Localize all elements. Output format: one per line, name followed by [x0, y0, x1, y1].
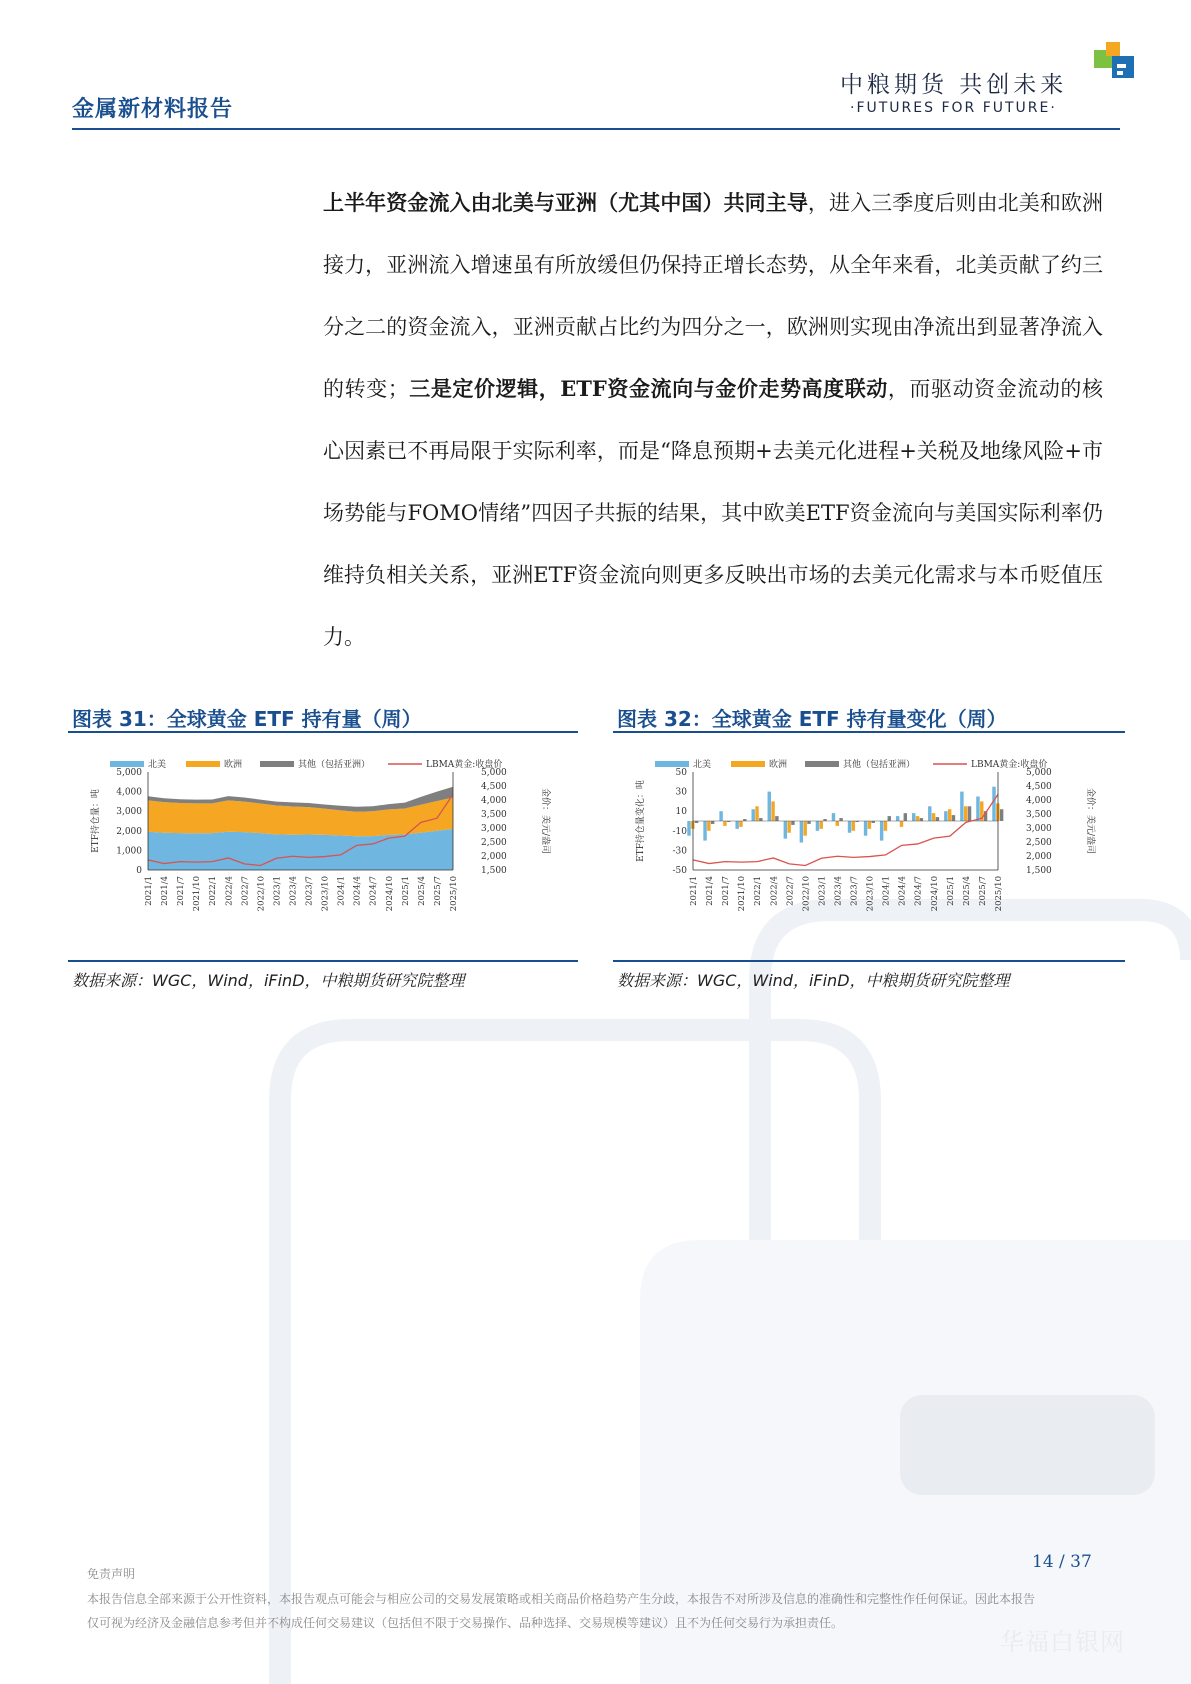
- y-tick-label: -10: [672, 826, 687, 837]
- x-tick-label: 2021/4: [705, 876, 716, 906]
- x-tick-label: 2021/7: [176, 876, 187, 906]
- bar: [864, 821, 867, 836]
- bar: [944, 811, 947, 821]
- bar: [791, 821, 794, 825]
- x-tick-label: 2021/10: [737, 876, 748, 912]
- report-title: 金属新材料报告: [72, 97, 234, 122]
- bar: [920, 818, 923, 821]
- x-tick-label: 2025/10: [994, 876, 1004, 912]
- x-tick-label: 2024/10: [929, 876, 940, 912]
- x-tick-label: 2023/1: [817, 876, 828, 906]
- x-tick-label: 2024/1: [336, 876, 347, 906]
- y2-tick-label: 2,000: [1026, 852, 1052, 862]
- x-tick-label: 2025/7: [432, 876, 443, 906]
- y2-tick-label: 4,500: [1026, 782, 1052, 792]
- bar: [968, 806, 971, 821]
- data-source: 数据来源：WGC，Wind，iFinD，中粮期货研究院整理: [72, 971, 465, 990]
- paragraph-text: ，进入三季度后则由北美和欧洲接力，亚洲流入增速虽有所放缓但仍保持正增长态势，从全年来看，北美贡献了约三分之二的资金流入，亚洲贡献占比约为四分之一，欧洲则实现由净流出到显著净流入的转变；: [323, 191, 1104, 401]
- figure-title: 图表 32：全球黄金 ETF 持有量变化（周）: [617, 707, 1007, 731]
- x-tick-label: 2023/4: [288, 876, 299, 906]
- bar: [775, 816, 778, 821]
- x-tick-label: 2025/10: [449, 876, 459, 912]
- page-number: 14 / 37: [1032, 1552, 1092, 1572]
- bar: [992, 787, 995, 821]
- company-logo-text: 中粮期货 共创未来: [840, 72, 1068, 98]
- y2-tick-label: 4,000: [481, 796, 507, 806]
- y2-tick-label: 4,000: [1026, 796, 1052, 806]
- bar: [916, 816, 919, 821]
- y2-tick-label: 3,000: [1026, 824, 1052, 834]
- x-tick-label: 2021/10: [192, 876, 203, 912]
- y2-tick-label: 5,000: [1026, 768, 1052, 778]
- y-tick-label: 1,000: [116, 846, 142, 857]
- bar: [735, 821, 738, 829]
- x-tick-label: 2022/1: [753, 876, 764, 906]
- bar: [816, 821, 819, 831]
- bar: [832, 813, 835, 821]
- bar: [836, 821, 839, 826]
- x-tick-label: 2021/4: [160, 876, 171, 906]
- disclaimer-text: 本报告信息全部来源于公开性资料，本报告观点可能会与相应公司的交易发展策略或相关商品价格趋势产生分歧，本报告不对所涉及信息的准确性和完整性作任何保证。因此本报告仅可视为经济及金融信息参考但并不构成任何交易建议（包括但不限于交易操作、品种选择、交易规模等建议）且不为任何交易行为承担责任。: [87, 1592, 1036, 1630]
- x-tick-label: 2022/7: [240, 876, 251, 906]
- company-slogan: ·FUTURES FOR FUTURE·: [850, 100, 1057, 116]
- x-tick-label: 2023/10: [865, 876, 876, 912]
- bar: [852, 821, 855, 831]
- y2-tick-label: 2,000: [481, 852, 507, 862]
- site-watermark: 华福白银网: [1000, 1628, 1125, 1656]
- y-tick-label: 0: [136, 866, 142, 876]
- x-tick-label: 2024/7: [368, 876, 379, 906]
- legend-label: 北美: [693, 760, 712, 770]
- bar: [952, 815, 955, 821]
- y-axis-title: ETF持仓量：吨: [91, 789, 101, 853]
- body-paragraph: [323, 172, 1103, 668]
- bar: [976, 797, 979, 822]
- paragraph-text: ，而驱动资金流动的核心因素已不再局限于实际利率，而是“降息预期+去美元化进程+关税及地缘风险+市场势能与FOMO情绪”四因子共振的结果，其中欧美ETF资金流向与美国实际利率仍维持负相关关系，亚洲ETF资金流向则更多反映出市场的去美元化需求与本币贬值压力。: [323, 377, 1104, 649]
- bar: [771, 801, 774, 821]
- bar: [964, 806, 967, 821]
- header-divider: [72, 128, 1120, 130]
- x-tick-label: 2025/7: [977, 876, 988, 906]
- x-tick-label: 2022/1: [208, 876, 219, 906]
- x-tick-label: 2025/1: [945, 876, 956, 906]
- bar: [868, 821, 871, 829]
- y-axis-title: ETF持仓量变化：吨: [636, 780, 646, 862]
- company-logo-icon: [1094, 42, 1134, 82]
- legend-swatch: [805, 761, 839, 767]
- bar: [880, 821, 883, 841]
- bar: [888, 816, 891, 821]
- y2-tick-label: 3,500: [1026, 810, 1052, 820]
- x-tick-label: 2024/4: [897, 876, 908, 906]
- y2-axis-title: 金价：美元/盎司: [1085, 787, 1095, 855]
- area-series: [148, 829, 453, 870]
- legend-label: 欧洲: [769, 760, 788, 770]
- y2-tick-label: 4,500: [481, 782, 507, 792]
- x-tick-label: 2023/7: [849, 876, 860, 906]
- disclaimer-title: 免责声明: [87, 1567, 136, 1581]
- x-tick-label: 2024/7: [913, 876, 924, 906]
- x-tick-label: 2022/7: [785, 876, 796, 906]
- x-tick-label: 2022/10: [256, 876, 267, 912]
- y-tick-label: 4,000: [116, 787, 142, 798]
- x-tick-label: 2025/4: [416, 876, 427, 906]
- x-tick-label: 2022/4: [224, 876, 235, 906]
- bar: [800, 821, 803, 843]
- legend-label: LBMA黄金:收盘价: [426, 760, 503, 770]
- bar: [751, 809, 754, 821]
- bar: [784, 821, 787, 839]
- bar: [703, 821, 706, 841]
- y-tick-label: 50: [675, 768, 687, 778]
- highlight-text: 三是定价逻辑，ETF资金流向与金价走势高度联动: [408, 376, 888, 401]
- figure-top-rule: [68, 731, 578, 733]
- legend-label: 其他（包括亚洲）: [298, 760, 371, 770]
- bar: [759, 818, 762, 821]
- legend-label: LBMA黄金:收盘价: [971, 760, 1048, 770]
- x-tick-label: 2025/1: [400, 876, 411, 906]
- highlight-text: 上半年资金流入由北美与亚洲（尤其中国）共同主导: [323, 190, 808, 215]
- bar: [1000, 809, 1003, 821]
- bar: [904, 813, 907, 821]
- legend-swatch: [260, 761, 294, 767]
- y2-tick-label: 2,500: [481, 838, 507, 848]
- x-tick-label: 2022/4: [769, 876, 780, 906]
- legend-swatch: [655, 761, 689, 767]
- y2-tick-label: 3,500: [481, 810, 507, 820]
- figure-title: 图表 31：全球黄金 ETF 持有量（周）: [72, 707, 422, 731]
- y-tick-label: -50: [672, 866, 687, 876]
- bar: [803, 821, 806, 836]
- legend-label: 欧洲: [224, 760, 243, 770]
- y2-tick-label: 3,000: [481, 824, 507, 834]
- bar: [896, 816, 899, 821]
- bar: [687, 821, 690, 836]
- bar: [960, 792, 963, 821]
- y-tick-label: 5,000: [116, 768, 142, 778]
- x-tick-label: 2022/10: [801, 876, 812, 912]
- x-tick-label: 2021/7: [721, 876, 732, 906]
- figure-bottom-rule: [68, 960, 578, 962]
- y-tick-label: 2,000: [116, 826, 142, 837]
- bar: [900, 821, 903, 827]
- bar: [912, 813, 915, 821]
- x-tick-label: 2021/1: [689, 876, 699, 906]
- bar: [739, 821, 742, 827]
- x-tick-label: 2023/1: [272, 876, 283, 906]
- bar: [807, 821, 810, 824]
- y-tick-label: 30: [675, 787, 687, 798]
- bar: [820, 821, 823, 829]
- x-tick-label: 2024/4: [352, 876, 363, 906]
- x-tick-label: 2024/10: [384, 876, 395, 912]
- x-tick-label: 2023/4: [833, 876, 844, 906]
- y-tick-label: -30: [672, 846, 687, 857]
- legend-label: 北美: [148, 760, 167, 770]
- price-line: [693, 794, 998, 865]
- etf-holdings-change-chart: [613, 740, 1125, 955]
- bar: [839, 818, 842, 821]
- y2-tick-label: 1,500: [481, 866, 507, 876]
- bar: [768, 792, 771, 821]
- bar: [928, 806, 931, 821]
- legend-label: 其他（包括亚洲）: [843, 760, 916, 770]
- bar: [932, 813, 935, 821]
- y-tick-label: 3,000: [116, 807, 142, 818]
- bar: [723, 821, 726, 826]
- legend-swatch: [110, 761, 144, 767]
- bar: [787, 821, 790, 833]
- y2-tick-label: 2,500: [1026, 838, 1052, 848]
- bar: [948, 809, 951, 821]
- x-tick-label: 2023/10: [320, 876, 331, 912]
- legend-swatch: [731, 761, 765, 767]
- y2-axis-title: 金价：美元/盎司: [540, 787, 550, 855]
- legend-swatch: [186, 761, 220, 767]
- y2-tick-label: 1,500: [1026, 866, 1052, 876]
- x-tick-label: 2024/1: [881, 876, 892, 906]
- data-source: 数据来源：WGC，Wind，iFinD，中粮期货研究院整理: [617, 971, 1010, 990]
- x-tick-label: 2025/4: [961, 876, 972, 906]
- y2-tick-label: 5,000: [481, 768, 507, 778]
- bar: [707, 821, 710, 831]
- bar: [936, 817, 939, 821]
- bar: [711, 821, 714, 824]
- etf-holdings-chart: [68, 740, 578, 955]
- bar: [755, 806, 758, 821]
- figure-bottom-rule: [613, 960, 1125, 962]
- x-tick-label: 2021/1: [144, 876, 154, 906]
- x-tick-label: 2023/7: [304, 876, 315, 906]
- bar: [848, 821, 851, 833]
- y-tick-label: 10: [675, 807, 687, 818]
- bar: [884, 821, 887, 831]
- bar: [719, 811, 722, 821]
- figure-top-rule: [613, 731, 1125, 733]
